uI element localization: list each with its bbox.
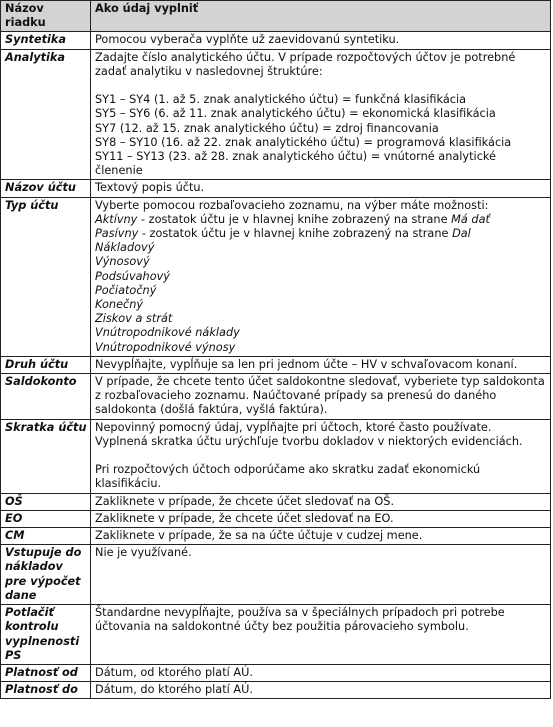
field-name: Syntetika <box>1 32 91 49</box>
row-os <box>1 493 551 510</box>
row-saldokonto <box>1 374 551 420</box>
field-name: Platnosť do <box>1 682 91 699</box>
header-how-to-fill: Ako údaj vyplniť <box>91 1 551 32</box>
option-item <box>95 298 547 312</box>
field-description <box>91 419 551 493</box>
option-label: Vnútropodnikové náklady <box>95 326 240 340</box>
field-description: V prípade, že chcete tento účet saldokontne sledovať, vyberiete typ saldokonta z rozbaľovacieho zoznamu. Naúčtované prípady sa prenesú do daného saldokonta (došlá faktúra, vyšlá faktúra). <box>91 374 551 420</box>
option-item <box>95 341 547 355</box>
option-label: Počiatočný <box>95 283 157 297</box>
option-label: Konečný <box>95 298 144 312</box>
row-vstupuje <box>1 545 551 605</box>
field-description: Nie je využívané. <box>91 545 551 605</box>
row-skratka-uctu <box>1 419 551 493</box>
field-description <box>91 49 551 180</box>
row-potlacit <box>1 605 551 665</box>
field-description: Textový popis účtu. <box>91 180 551 197</box>
field-description: Štandardne nevypĺňajte, používa sa v špeciálnych prípadoch pri potrebe účtovania na saldokontné účty bez použitia párovacieho symbolu. <box>91 605 551 665</box>
option-text: - zostatok účtu je v hlavnej knihe zobrazený na strane <box>137 212 452 226</box>
structure-line: SY11 – SY13 (23. až 28. znak analytického účtu) = vnútorné analytické členenie <box>95 150 496 178</box>
field-name: CM <box>1 528 91 545</box>
option-item <box>95 312 547 326</box>
row-platnost-do <box>1 682 551 699</box>
row-syntetika <box>1 32 551 49</box>
structure-line: SY8 – SY10 (16. až 22. znak analytického účtu) = programová klasifikácia <box>95 135 512 149</box>
description-text: Zadajte číslo analytického účtu. V prípade rozpočtových účtov je potrebné zadať analytiku v nasledovnej štruktúre: <box>95 50 516 78</box>
field-description <box>91 197 551 356</box>
field-description: Zakliknete v prípade, že sa na účte účtuje v cudzej mene. <box>91 528 551 545</box>
field-name: Saldokonto <box>1 374 91 420</box>
option-item <box>95 241 547 255</box>
option-item <box>95 270 547 284</box>
field-name: EO <box>1 510 91 527</box>
option-side: Dal <box>452 227 471 241</box>
field-name: Typ účtu <box>1 197 91 356</box>
field-description: Dátum, od ktorého platí AÚ. <box>91 664 551 681</box>
row-analytika <box>1 49 551 180</box>
structure-line: SY5 – SY6 (6. až 11. znak analytického účtu) = ekonomická klasifikácia <box>95 107 496 121</box>
option-text: - zostatok účtu je v hlavnej knihe zobrazený na strane <box>138 227 453 241</box>
field-name: Názov účtu <box>1 180 91 197</box>
description-text: Pri rozpočtových účtoch odporúčame ako skratku zadať ekonomickú klasifikáciu. <box>95 463 481 491</box>
field-description: Zakliknete v prípade, že chcete účet sledovať na EO. <box>91 510 551 527</box>
structure-line: SY1 – SY4 (1. až 5. znak analytického účtu) = funkčná klasifikácia <box>95 93 467 107</box>
field-name: Potlačiť kontrolu vyplnenosti PS <box>1 605 91 665</box>
row-nazov-uctu <box>1 180 551 197</box>
option-item <box>95 284 547 298</box>
option-label: Nákladový <box>95 241 155 255</box>
option-pasivny <box>95 227 547 241</box>
option-item <box>95 255 547 269</box>
field-description: Nevypĺňajte, vypĺňuje sa len pri jednom účte – HV v schvaľovacom konaní. <box>91 356 551 373</box>
option-aktivny <box>95 213 547 227</box>
row-eo <box>1 510 551 527</box>
description-text: Vyberte pomocou rozbaľovacieho zoznamu, na výber máte možnosti: <box>95 198 489 212</box>
field-name: Vstupuje do nákladov pre výpočet dane <box>1 545 91 605</box>
row-typ-uctu <box>1 197 551 356</box>
row-druh-uctu <box>1 356 551 373</box>
option-item <box>95 326 547 340</box>
field-name: Druh účtu <box>1 356 91 373</box>
option-label: Výnosový <box>95 255 150 269</box>
field-name: Platnosť od <box>1 664 91 681</box>
option-label: Podsúvahový <box>95 269 170 283</box>
header-row <box>1 1 551 32</box>
field-description: Dátum, do ktorého platí AÚ. <box>91 682 551 699</box>
field-description: Pomocou vyberača vyplňte už zaevidovanú syntetiku. <box>91 32 551 49</box>
option-term: Pasívny <box>95 227 139 241</box>
option-label: Ziskov a strát <box>95 312 173 326</box>
row-platnost-od <box>1 664 551 681</box>
row-cm <box>1 528 551 545</box>
header-field-name: Názov riadku <box>1 1 91 32</box>
option-side: Má dať <box>451 212 490 226</box>
structure-line: SY7 (12. až 15. znak analytického účtu) = zdroj financovania <box>95 121 439 135</box>
field-name: OŠ <box>1 493 91 510</box>
option-term: Aktívny <box>95 212 138 226</box>
field-name: Skratka účtu <box>1 419 91 493</box>
option-label: Vnútropodnikové výnosy <box>95 340 236 354</box>
field-name: Analytika <box>1 49 91 180</box>
field-description: Zakliknete v prípade, že chcete účet sledovať na OŠ. <box>91 493 551 510</box>
description-text: Nepovinný pomocný údaj, vypĺňajte pri účtoch, ktoré často používate. Vyplnená skratka účtu urýchľuje tvorbu dokladov v niektorých evidenciách. <box>95 420 523 448</box>
